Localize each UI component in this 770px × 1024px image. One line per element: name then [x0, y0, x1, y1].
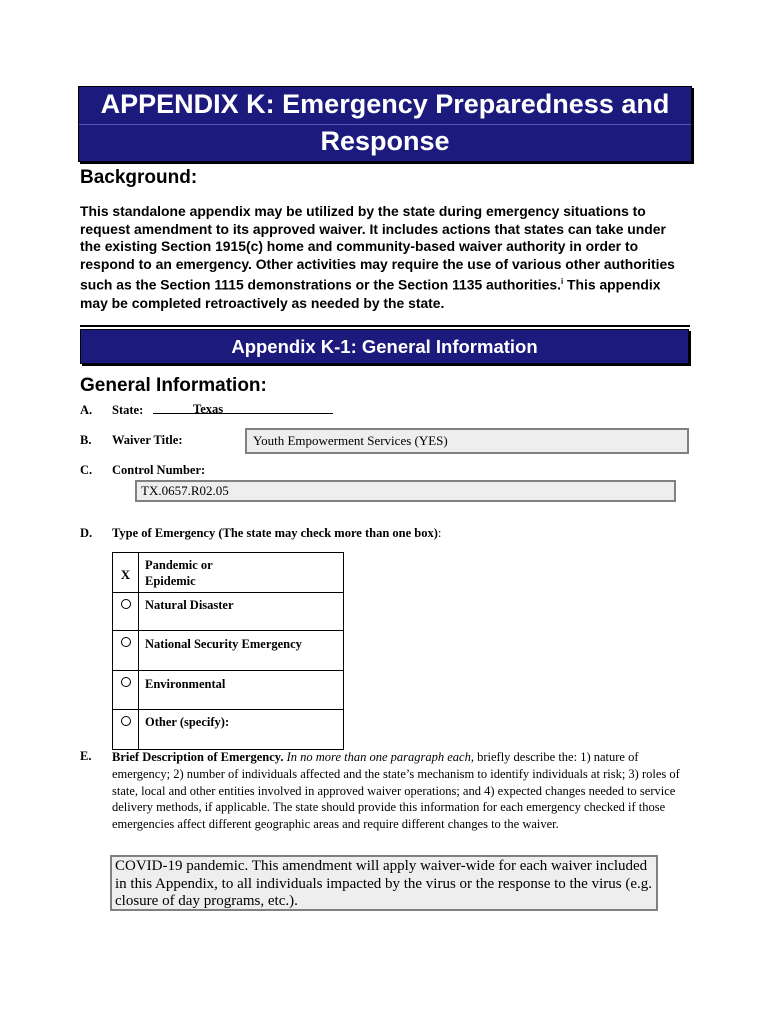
description-lead: Brief Description of Emergency. [112, 750, 284, 764]
radio-circle-icon [121, 599, 131, 609]
emergency-description-instructions [112, 749, 692, 833]
control-number-field[interactable]: TX.0657.R02.05 [135, 480, 676, 502]
background-text-tail: This appendix may be completed retroactively as needed by the state. [80, 277, 661, 311]
item-b-letter: B. [80, 433, 92, 447]
emergency-type-label-text: Type of Emergency (The state may check more than one box) [112, 526, 438, 540]
emergency-description-field[interactable]: COVID-19 pandemic. This amendment will apply waiver-wide for each waiver included in this Appendix, to all individuals impacted by the virus or the response to the virus (e.g. closure of day programs, etc.). [110, 855, 658, 911]
background-heading: Background: [80, 167, 198, 188]
footnote-marker[interactable]: i [560, 277, 564, 287]
radio-circle-icon [121, 677, 131, 687]
title-line-2: Response [320, 126, 450, 156]
emergency-type-row [113, 631, 344, 671]
radio-circle-icon [121, 716, 131, 726]
pandemic-checkbox[interactable] [113, 553, 139, 593]
title-line-1: APPENDIX K: Emergency Preparedness and [100, 89, 670, 119]
waiver-title-field[interactable]: Youth Empowerment Services (YES) [245, 428, 689, 454]
natural-disaster-radio[interactable] [113, 593, 139, 631]
emergency-type-colon: : [437, 526, 442, 540]
emergency-type-row [113, 710, 344, 750]
appendix-k1-banner: Appendix K-1: General Information [80, 329, 689, 364]
pandemic-label-line1: Pandemic or [145, 557, 213, 572]
state-label: State: [112, 403, 144, 417]
environmental-radio[interactable] [113, 671, 139, 710]
other-radio[interactable] [113, 710, 139, 750]
control-number-label: Control Number: [112, 463, 206, 477]
pandemic-label-line2: Epidemic [145, 573, 196, 588]
description-rest: , briefly describe the: 1) nature of emergency; 2) number of individuals affected and the state’s mechanism to identify individuals at risk; 3) roles of state, local and other entities involved in approved waiver operations; and 4) expected changes needed to service delivery methods, if applicable. The state should provide this information for each emergency checked if those emergencies affect different geographic areas and require different changes to the waiver. [112, 750, 680, 832]
emergency-type-table [112, 552, 344, 750]
state-underline [153, 413, 333, 414]
environmental-label: Environmental [139, 671, 344, 710]
title-divider [79, 124, 691, 125]
natural-disaster-label: Natural Disaster [139, 593, 344, 631]
general-information-heading: General Information: [80, 375, 267, 396]
item-e-letter: E. [80, 749, 92, 763]
national-security-radio[interactable] [113, 631, 139, 671]
emergency-type-label [112, 526, 441, 541]
background-text: This standalone appendix may be utilized by the state during emergency situations to request amendment to its approved waiver. It includes actions that states can take under the existing Section 1915(c) home and community-based waiver authority in order to respond to an emergency. Other activities may require the use of various other authorities such as the Section 1115 demonstrations or the Section 1135 authorities. [80, 203, 675, 293]
other-specify-label: Other (specify): [139, 710, 344, 750]
item-c-letter: C. [80, 463, 93, 477]
item-a-letter: A. [80, 403, 93, 417]
section-divider [80, 325, 690, 327]
item-d-letter: D. [80, 526, 93, 540]
description-italic: In no more than one paragraph each [286, 750, 471, 764]
state-value[interactable]: Texas [193, 402, 224, 416]
checked-x-mark: X [120, 567, 131, 582]
waiver-title-label: Waiver Title: [112, 433, 183, 447]
emergency-type-row [113, 593, 344, 631]
national-security-label: National Security Emergency [139, 631, 344, 671]
emergency-type-row [113, 671, 344, 710]
emergency-type-row [113, 553, 344, 593]
radio-circle-icon [121, 637, 131, 647]
appendix-k-title-banner [78, 86, 692, 162]
pandemic-label [139, 553, 344, 593]
background-paragraph [80, 203, 690, 312]
